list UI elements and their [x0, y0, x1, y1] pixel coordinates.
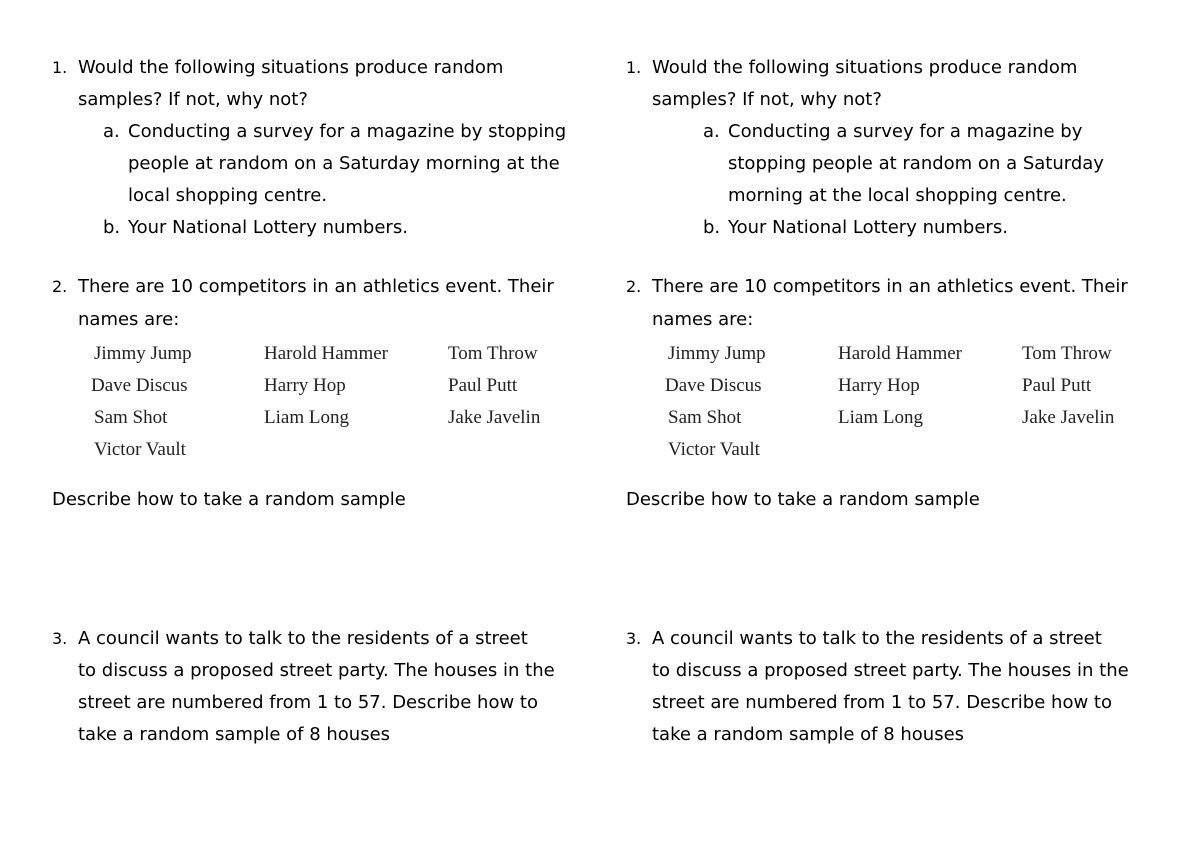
competitor-name: Dave Discus: [91, 375, 188, 396]
q3-line2: to discuss a proposed street party. The houses in the: [652, 660, 1129, 681]
competitor-name: Jake Javelin: [1022, 407, 1115, 428]
q3-line3: street are numbered from 1 to 57. Describe how to: [652, 692, 1112, 713]
q3-number: 3.: [52, 629, 68, 648]
q1a-label: a.: [703, 121, 720, 142]
q1b-label: b.: [703, 217, 721, 238]
competitor-name: Liam Long: [264, 407, 349, 428]
competitor-name: Victor Vault: [94, 439, 186, 460]
q3-line2: to discuss a proposed street party. The houses in the: [78, 660, 555, 681]
q1b-text: Your National Lottery numbers.: [128, 217, 408, 238]
competitor-name: Victor Vault: [668, 439, 760, 460]
q1a-line3: local shopping centre.: [128, 185, 328, 206]
q2-prompt: Describe how to take a random sample: [626, 489, 980, 510]
q2-text-line2: names are:: [652, 309, 754, 330]
q1a-line3: morning at the local shopping centre.: [728, 185, 1067, 206]
q1a-line1: Conducting a survey for a magazine by: [728, 121, 1083, 142]
worksheet-left: [0, 0, 567, 849]
worksheet-right: [574, 0, 1134, 849]
competitor-name: Harold Hammer: [264, 343, 388, 364]
competitor-name: Paul Putt: [448, 375, 518, 396]
competitor-name: Tom Throw: [448, 343, 538, 364]
competitor-name: Jake Javelin: [448, 407, 541, 428]
q1-text-line1: Would the following situations produce random: [78, 57, 504, 78]
competitor-name: Dave Discus: [665, 375, 762, 396]
q2-text-line1: There are 10 competitors in an athletics event. Their: [652, 276, 1128, 297]
q2-text-line1: There are 10 competitors in an athletics event. Their: [78, 276, 554, 297]
competitor-name: Sam Shot: [94, 407, 168, 428]
competitor-name: Liam Long: [838, 407, 923, 428]
q3-line3: street are numbered from 1 to 57. Describe how to: [78, 692, 538, 713]
q3-line1: A council wants to talk to the residents of a street: [652, 628, 1102, 649]
q2-number: 2.: [52, 277, 68, 296]
competitor-name: Jimmy Jump: [668, 343, 766, 364]
q1-text-line2: samples? If not, why not?: [652, 89, 882, 110]
competitor-name: Jimmy Jump: [94, 343, 192, 364]
competitor-name: Sam Shot: [668, 407, 742, 428]
q1a-label: a.: [103, 121, 120, 142]
q3-number: 3.: [626, 629, 642, 648]
q1-text-line2: samples? If not, why not?: [78, 89, 308, 110]
q1a-line1: Conducting a survey for a magazine by stopping: [128, 121, 567, 142]
q1a-line2: people at random on a Saturday morning at the: [128, 153, 560, 174]
competitor-name: Harry Hop: [838, 375, 920, 396]
q1-number: 1.: [626, 58, 642, 77]
q1a-line2: stopping people at random on a Saturday: [728, 153, 1104, 174]
q2-prompt: Describe how to take a random sample: [52, 489, 406, 510]
q1-text-line1: Would the following situations produce random: [652, 57, 1078, 78]
competitor-name: Tom Throw: [1022, 343, 1112, 364]
competitor-name: Harry Hop: [264, 375, 346, 396]
q3-line4: take a random sample of 8 houses: [652, 724, 965, 745]
q1b-text: Your National Lottery numbers.: [728, 217, 1008, 238]
q3-line4: take a random sample of 8 houses: [78, 724, 391, 745]
q3-line1: A council wants to talk to the residents of a street: [78, 628, 528, 649]
competitor-name: Harold Hammer: [838, 343, 962, 364]
q2-number: 2.: [626, 277, 642, 296]
q2-text-line2: names are:: [78, 309, 180, 330]
q1b-label: b.: [103, 217, 121, 238]
competitor-name: Paul Putt: [1022, 375, 1092, 396]
q1-number: 1.: [52, 58, 68, 77]
